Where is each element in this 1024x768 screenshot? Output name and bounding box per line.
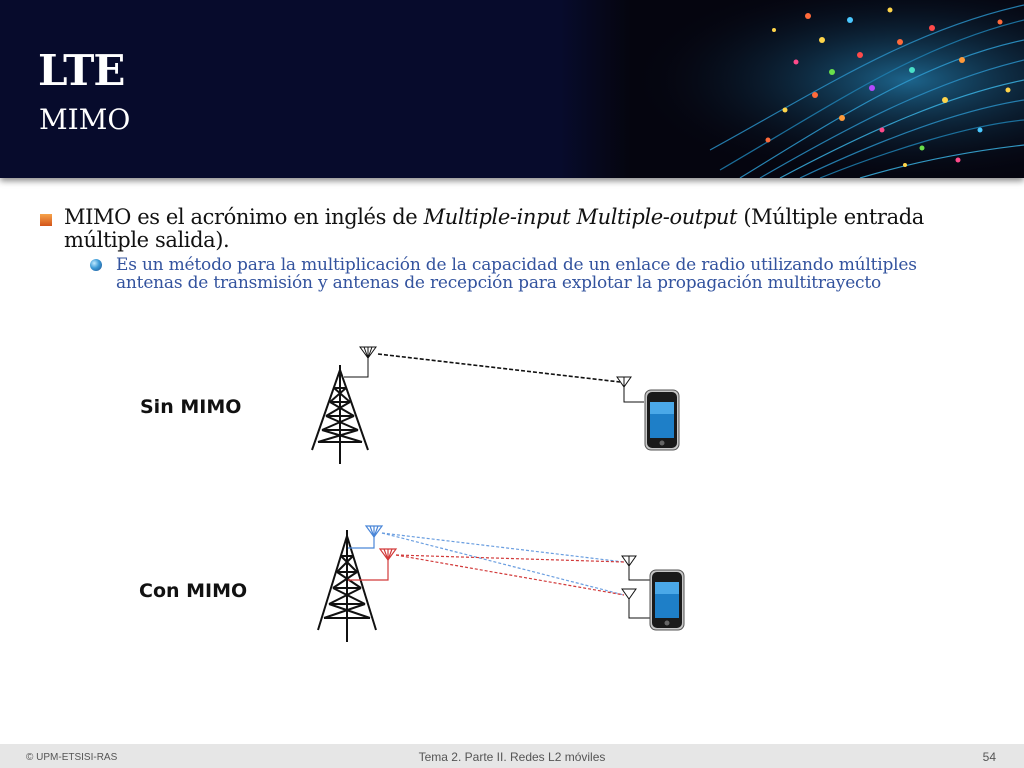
antenna-icon [617, 377, 644, 402]
label-con-mimo: Con MIMO [139, 580, 248, 602]
smartphone-icon [645, 390, 679, 450]
slide-subtitle: MIMO [39, 103, 131, 136]
single-link [378, 354, 620, 382]
emphasis-term: Multiple-input Multiple-output [423, 205, 738, 229]
bullet-level-1-text: MIMO es el acrónimo en inglés de Multiple-input Multiple-output (Múltiple entrada múltiple salida). [64, 205, 924, 252]
mimo-diagram [300, 340, 700, 660]
fiber-optics-image [560, 0, 1024, 178]
bullet-level-2 [90, 256, 970, 292]
smartphone-icon [650, 570, 684, 630]
label-sin-mimo: Sin MIMO [140, 396, 242, 418]
bullet-level-1 [40, 206, 990, 252]
slide-footer [0, 744, 1024, 768]
tower-icon [318, 530, 376, 642]
course-title: Tema 2. Parte II. Redes L2 móviles [418, 750, 606, 764]
page-number: 54 [982, 750, 996, 764]
antenna-icon [344, 347, 376, 377]
mimo-links [382, 533, 624, 595]
slide-title: LTE [38, 46, 125, 95]
tower-icon [312, 365, 368, 464]
bullet-level-2-text: Es un método para la multiplicación de la capacidad de un enlace de radio utilizando múltiples antenas de transmisión y antenas de recepción para explotar la propagación multitrayecto [116, 255, 917, 293]
round-bullet-icon [90, 259, 102, 271]
antenna-icon-blue [348, 526, 382, 548]
antenna-icon [622, 556, 650, 580]
slide-header [0, 0, 1024, 178]
antenna-icon [622, 589, 650, 618]
square-bullet-icon [40, 214, 52, 226]
copyright-text: © UPM-ETSISI-RAS [26, 752, 118, 763]
